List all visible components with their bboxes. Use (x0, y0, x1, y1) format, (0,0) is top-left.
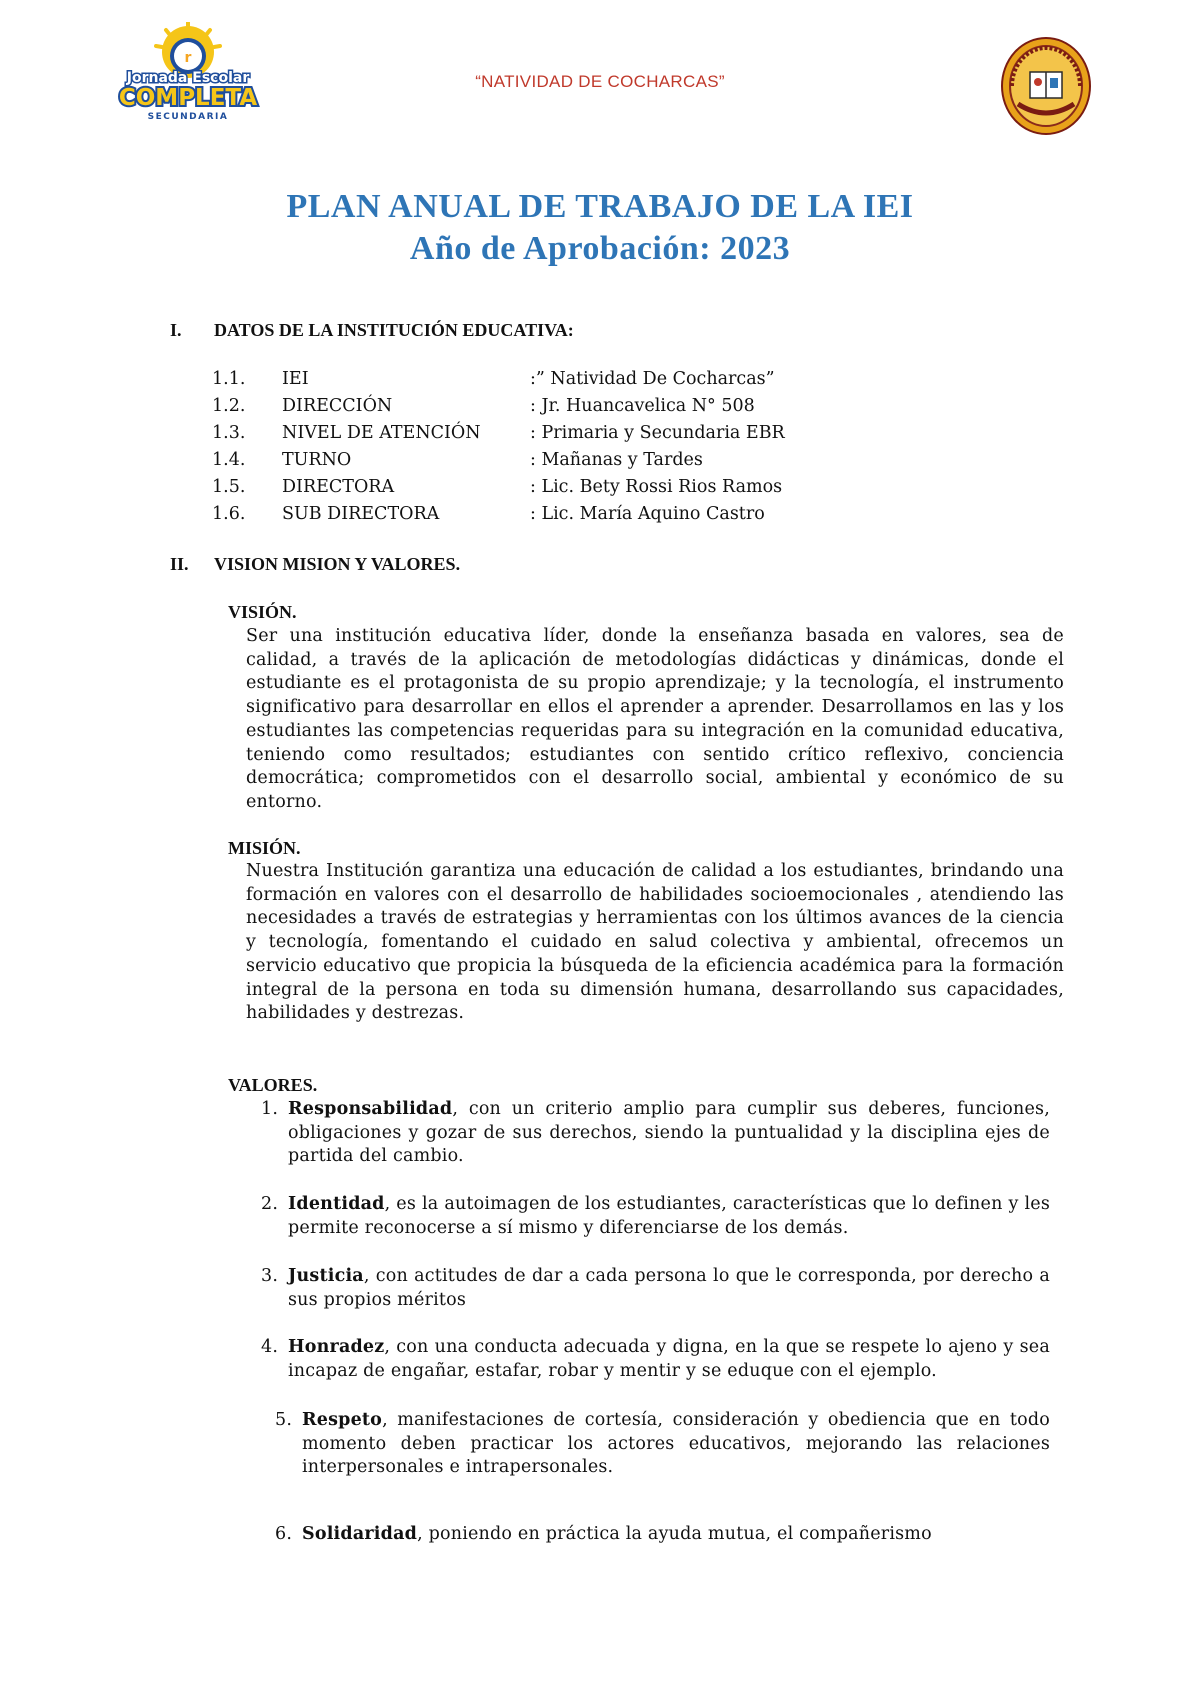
list-item (212, 474, 912, 501)
value-number: 2. (261, 1194, 279, 1214)
item-value: :” Natividad De Cocharcas” (530, 369, 775, 389)
item-key: NIVEL DE ATENCIÓN (282, 423, 481, 443)
valores-heading: VALORES. (228, 1075, 318, 1095)
value-item (261, 1265, 1050, 1312)
value-description: , manifestaciones de cortesía, consideración y obediencia que en todo momento deben practicar los actores educativos, mejorando las relaciones interpersonales e intrapersonales. (302, 1410, 1050, 1478)
value-item (261, 1336, 1050, 1383)
logo-text-line1: Jornada Escolar (126, 70, 250, 86)
value-number: 1. (261, 1099, 279, 1119)
section-1-number: I. (170, 320, 182, 340)
item-number: 1.4. (212, 450, 246, 470)
list-item (212, 501, 912, 528)
item-value: : Jr. Huancavelica N° 508 (530, 396, 755, 416)
mision-heading: MISIÓN. (228, 838, 301, 858)
school-name-header: “NATIVIDAD DE COCHARCAS” (475, 72, 725, 91)
value-description: , es la autoimagen de los estudiantes, características que lo definen y les permite reconocerse a sí mismo y diferenciarse de los demás. (288, 1194, 1050, 1238)
value-item (261, 1098, 1050, 1169)
item-value: : Lic. María Aquino Castro (530, 504, 765, 524)
logo-text-line2: COMPLETA (118, 85, 258, 111)
item-key: SUB DIRECTORA (282, 504, 440, 524)
value-number: 3. (261, 1266, 279, 1286)
item-number: 1.5. (212, 477, 246, 497)
svg-text:r: r (184, 50, 192, 66)
value-description: , con actitudes de dar a cada persona lo que le corresponda, por derecho a sus propios méritos (288, 1266, 1050, 1310)
value-number: 5. (275, 1410, 293, 1430)
logo-text-line3: SECUNDARIA (147, 112, 229, 122)
item-value: : Mañanas y Tardes (530, 450, 703, 470)
item-number: 1.2. (212, 396, 246, 416)
section-2-number: II. (170, 554, 189, 574)
section-2-title: VISION MISION Y VALORES. (214, 554, 461, 574)
item-key: IEI (282, 369, 309, 389)
school-crest-icon (1000, 36, 1092, 136)
value-name: Responsabilidad (288, 1099, 453, 1119)
value-description: , con un criterio amplio para cumplir sus deberes, funciones, obligaciones y gozar de sus derechos, siendo la puntualidad y la disciplina ejes de partida del cambio. (288, 1099, 1050, 1167)
list-item (212, 420, 912, 447)
item-key: DIRECTORA (282, 477, 395, 497)
value-item (275, 1523, 1050, 1547)
institution-data-list (212, 366, 912, 528)
item-number: 1.1. (212, 369, 246, 389)
clock-icon (170, 38, 206, 74)
value-number: 4. (261, 1337, 279, 1357)
section-1-heading (170, 320, 574, 341)
value-description: , con una conducta adecuada y digna, en la que se respete lo ajeno y sea incapaz de engañar, estafar, robar y mentir y se eduque con el ejemplo. (288, 1337, 1050, 1381)
item-number: 1.3. (212, 423, 246, 443)
value-name: Identidad (288, 1194, 385, 1214)
vision-heading: VISIÓN. (228, 602, 297, 622)
item-value: : Primaria y Secundaria EBR (530, 423, 785, 443)
section-1-title: DATOS DE LA INSTITUCIÓN EDUCATIVA: (214, 320, 574, 340)
value-name: Respeto (302, 1410, 383, 1430)
item-number: 1.6. (212, 504, 246, 524)
document-subtitle: Año de Aprobación: 2023 (409, 230, 791, 267)
value-name: Solidaridad (302, 1524, 418, 1544)
value-name: Honradez (288, 1337, 385, 1357)
list-item (212, 447, 912, 474)
item-key: TURNO (282, 450, 352, 470)
section-2-heading (170, 554, 460, 575)
list-item (212, 366, 912, 393)
item-key: DIRECCIÓN (282, 396, 393, 416)
value-item (261, 1193, 1050, 1240)
mision-text: Nuestra Institución garantiza una educación de calidad a los estudiantes, brindando una formación en valores con el desarrollo de habilidades socioemocionales , atendiendo las necesidades a través de estrategias y herramientas con los últimos avances de la ciencia y tecnología, fomentando el cuidado en salud colectiva y ambiental, ofrecemos un servicio educativo que propicia la búsqueda de la eficiencia académica para la formación integral de la persona en toda su dimensión humana, desarrollando sus capacidades, habilidades y destrezas. (246, 861, 1064, 1024)
item-value: : Lic. Bety Rossi Rios Ramos (530, 477, 783, 497)
value-item (275, 1409, 1050, 1480)
value-number: 6. (275, 1524, 293, 1544)
value-name: Justicia (288, 1266, 364, 1286)
document-title: PLAN ANUAL DE TRABAJO DE LA IEI (286, 188, 914, 225)
vision-text: Ser una institución educativa líder, donde la enseñanza basada en valores, sea de calidad, a través de la aplicación de metodologías didácticas y dinámicas, donde el estudiante es el protagonista de su propio aprendizaje; y la tecnología, el instrumento significativo para desarrollar en ellos el aprender a aprender. Desarrollamos en las y los estudiantes las competencias requeridas para su integración en la comunidad educativa, teniendo como resultados; estudiantes con sentido crítico reflexivo, conciencia democrática; comprometidos con el desarrollo social, ambiental y económico de su entorno. (246, 626, 1064, 812)
value-description: , poniendo en práctica la ayuda mutua, el compañerismo (417, 1524, 932, 1544)
list-item (212, 393, 912, 420)
